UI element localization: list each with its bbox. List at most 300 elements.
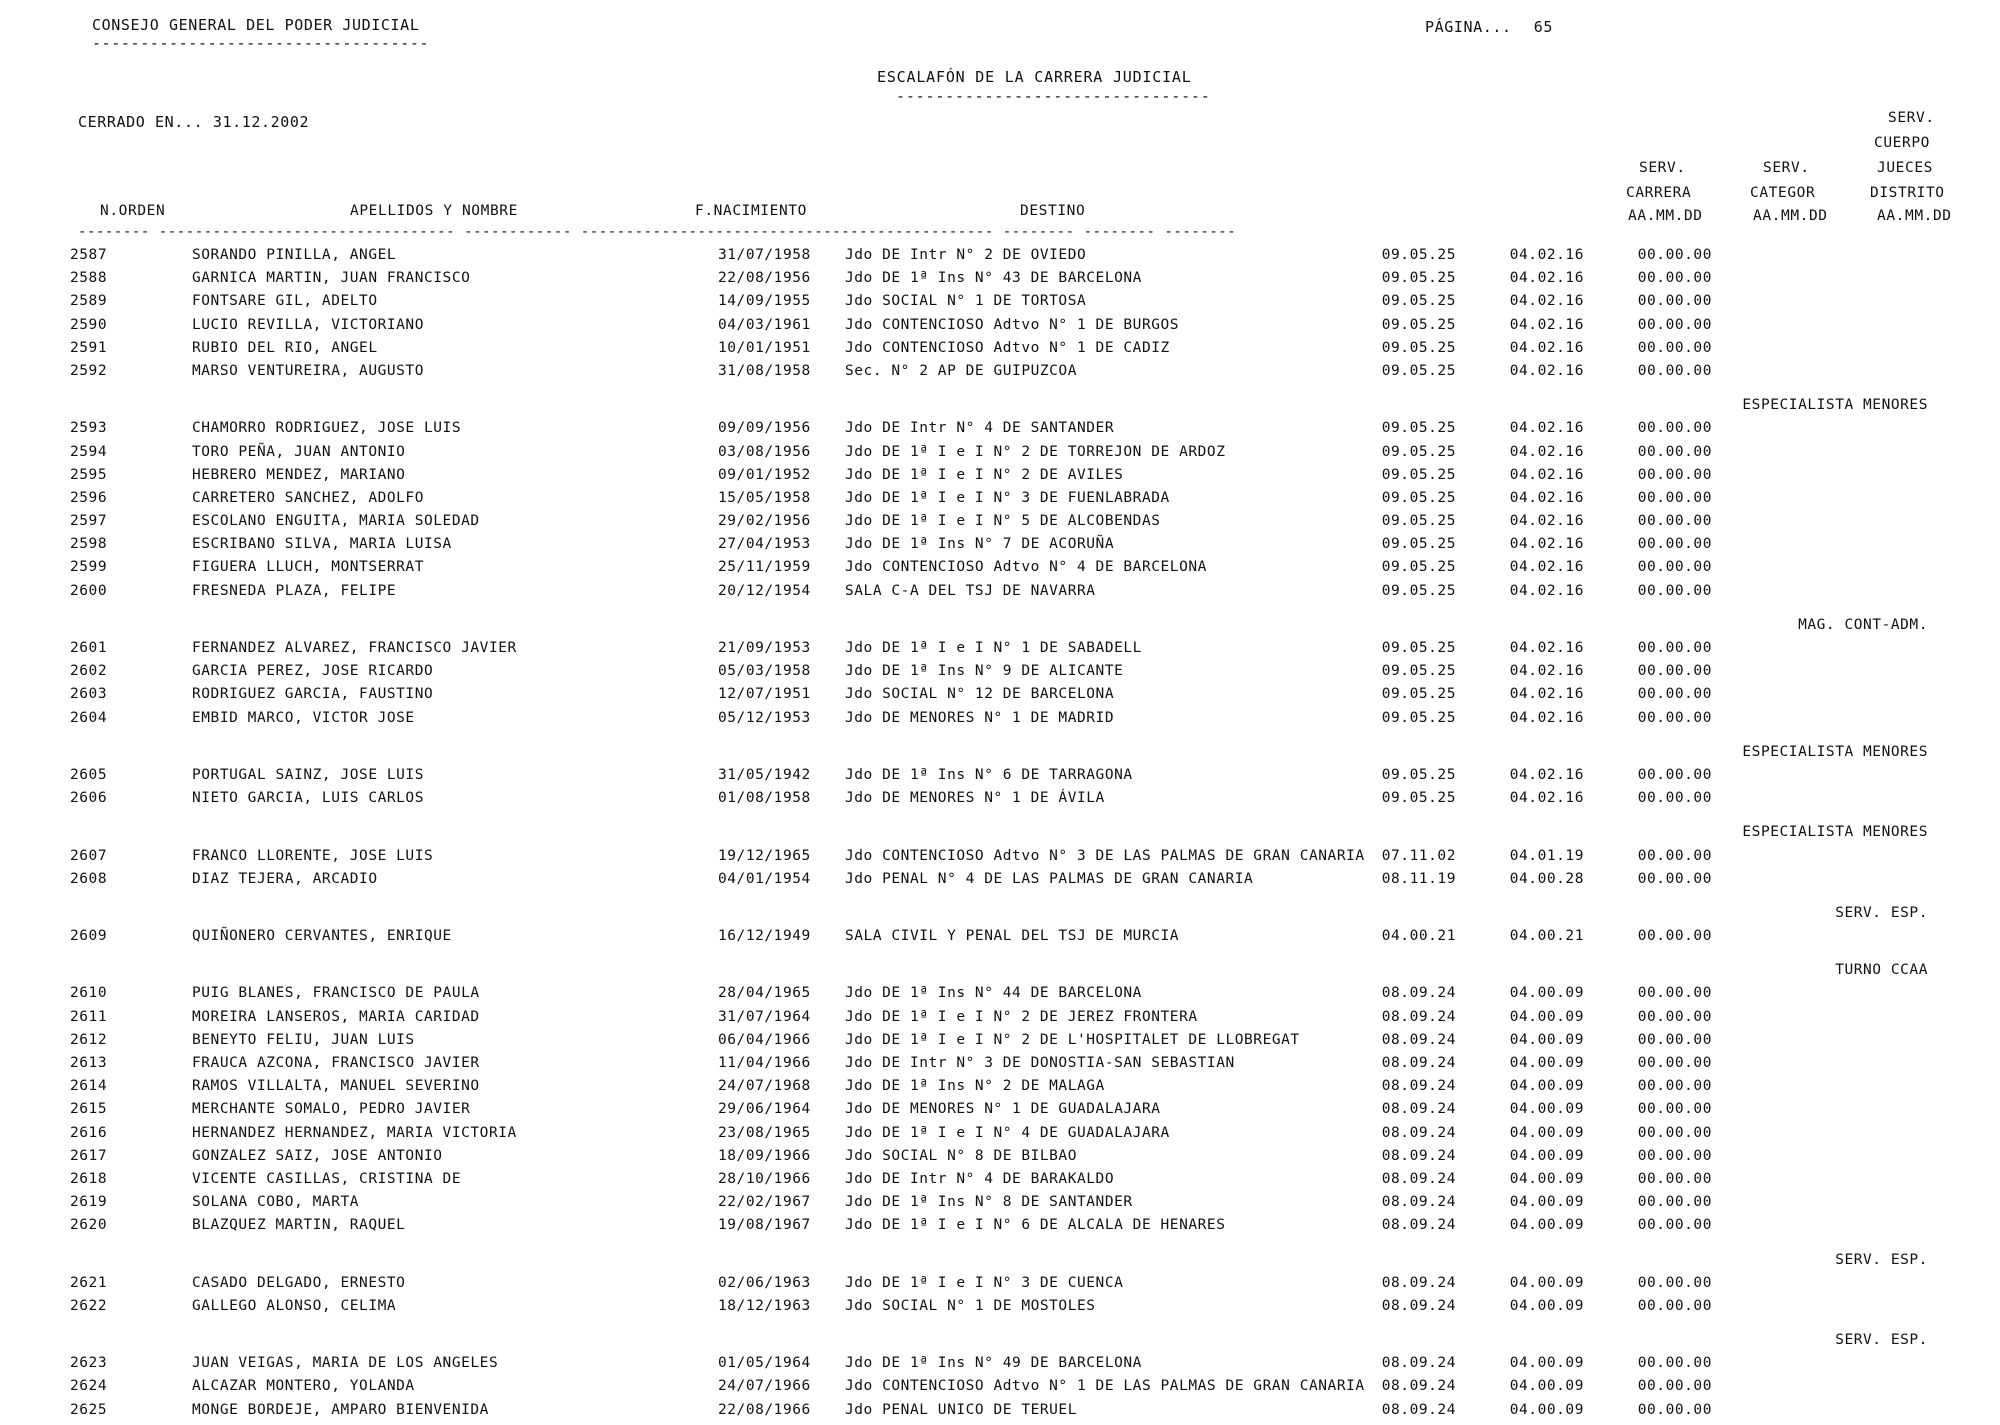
row-apellidos-nombre: FIGUERA LLUCH, MONTSERRAT	[192, 559, 424, 576]
table-row	[0, 1009, 2000, 1032]
table-row	[0, 928, 2000, 951]
group-note-label: TURNO CCAA	[1835, 962, 1928, 979]
row-destino: Jdo DE 1ª Ins N° 2 DE MALAGA	[845, 1078, 1105, 1095]
row-n-orden: 2595	[70, 466, 108, 483]
row-apellidos-nombre: HEBRERO MENDEZ, MARIANO	[192, 466, 406, 483]
row-n-orden: 2594	[70, 443, 108, 460]
group-note	[0, 617, 2000, 640]
row-serv-distrito: 00.00.00	[1637, 709, 1712, 726]
header-separator-rule: -------- --------------------------------- ------------ ---------------------------------------------- -------- -------- --------	[78, 224, 1237, 240]
row-f-nacimiento: 31/05/1942	[718, 766, 811, 783]
document-title-rule: --------------------------------	[896, 87, 1211, 105]
row-destino: Jdo DE 1ª I e I N° 2 DE TORREJON DE ARDOZ	[845, 443, 1226, 460]
row-f-nacimiento: 02/06/1963	[718, 1274, 811, 1291]
table-row	[0, 1148, 2000, 1171]
row-serv-distrito: 00.00.00	[1637, 1031, 1712, 1048]
row-serv-categor: 04.00.09	[1509, 1274, 1584, 1291]
row-serv-distrito: 00.00.00	[1637, 536, 1712, 553]
group-note-label: MAG. CONT-ADM.	[1798, 616, 1928, 633]
row-serv-categor: 04.02.16	[1509, 443, 1584, 460]
table-row	[0, 490, 2000, 513]
row-apellidos-nombre: GONZALEZ SAIZ, JOSE ANTONIO	[192, 1147, 443, 1164]
row-f-nacimiento: 23/08/1965	[718, 1124, 811, 1141]
row-f-nacimiento: 04/01/1954	[718, 870, 811, 887]
row-serv-categor: 04.01.19	[1509, 847, 1584, 864]
escalafon-table	[0, 247, 2000, 1425]
row-serv-distrito: 00.00.00	[1637, 686, 1712, 703]
row-serv-distrito: 00.00.00	[1637, 1055, 1712, 1071]
row-serv-categor: 04.00.09	[1509, 985, 1584, 1002]
table-row	[0, 710, 2000, 733]
page-label: PÁGINA...	[1425, 18, 1512, 36]
column-header-serv-2: SERV.	[1763, 160, 1810, 176]
row-serv-carrera: 09.05.25	[1381, 582, 1456, 599]
row-serv-categor: 04.02.16	[1509, 466, 1584, 483]
table-row	[0, 1055, 2000, 1078]
row-serv-distrito: 00.00.00	[1637, 870, 1712, 887]
row-n-orden: 2618	[70, 1170, 108, 1187]
row-apellidos-nombre: MONGE BORDEJE, AMPARO BIENVENIDA	[192, 1401, 489, 1418]
row-n-orden: 2612	[70, 1031, 108, 1048]
row-apellidos-nombre: BENEYTO FELIU, JUAN LUIS	[192, 1031, 415, 1048]
row-serv-carrera: 09.05.25	[1381, 709, 1456, 726]
group-note-label: ESPECIALISTA MENORES	[1742, 397, 1928, 414]
row-serv-distrito: 00.00.00	[1637, 790, 1712, 807]
row-serv-carrera: 09.05.25	[1381, 640, 1456, 656]
row-serv-categor: 04.02.16	[1509, 316, 1584, 333]
row-serv-carrera: 08.09.24	[1381, 1194, 1456, 1211]
row-f-nacimiento: 22/02/1967	[718, 1194, 811, 1211]
row-apellidos-nombre: FONTSARE GIL, ADELTO	[192, 293, 378, 310]
row-n-orden: 2599	[70, 559, 108, 576]
row-f-nacimiento: 19/08/1967	[718, 1217, 811, 1234]
column-header-categor-format: AA.MM.DD	[1753, 208, 1828, 224]
row-serv-categor: 04.00.09	[1509, 1124, 1584, 1141]
row-serv-carrera: 08.09.24	[1381, 1101, 1456, 1118]
row-serv-categor: 04.02.16	[1509, 582, 1584, 599]
row-serv-distrito: 00.00.00	[1637, 466, 1712, 483]
row-f-nacimiento: 04/03/1961	[718, 316, 811, 333]
row-n-orden: 2613	[70, 1055, 108, 1071]
row-apellidos-nombre: FRESNEDA PLAZA, FELIPE	[192, 582, 397, 599]
row-serv-categor: 04.00.09	[1509, 1401, 1584, 1418]
row-serv-categor: 04.02.16	[1509, 293, 1584, 310]
row-serv-carrera: 09.05.25	[1381, 270, 1456, 287]
row-serv-categor: 04.02.16	[1509, 420, 1584, 437]
row-serv-distrito: 00.00.00	[1637, 1078, 1712, 1095]
row-apellidos-nombre: RODRIGUEZ GARCIA, FAUSTINO	[192, 686, 434, 703]
row-apellidos-nombre: CASADO DELGADO, ERNESTO	[192, 1274, 406, 1291]
column-header-cuerpo: CUERPO	[1874, 135, 1930, 151]
row-apellidos-nombre: PORTUGAL SAINZ, JOSE LUIS	[192, 766, 424, 783]
row-destino: Jdo PENAL N° 4 DE LAS PALMAS DE GRAN CANARIA	[845, 870, 1254, 887]
row-apellidos-nombre: PUIG BLANES, FRANCISCO DE PAULA	[192, 985, 480, 1002]
row-serv-carrera: 09.05.25	[1381, 293, 1456, 310]
page-indicator	[1425, 18, 1553, 36]
row-apellidos-nombre: GALLEGO ALONSO, CELIMA	[192, 1297, 397, 1314]
row-serv-distrito: 00.00.00	[1637, 293, 1712, 310]
table-row	[0, 848, 2000, 871]
row-f-nacimiento: 03/08/1956	[718, 443, 811, 460]
row-serv-categor: 04.02.16	[1509, 270, 1584, 287]
row-f-nacimiento: 25/11/1959	[718, 559, 811, 576]
row-apellidos-nombre: JUAN VEIGAS, MARIA DE LOS ANGELES	[192, 1355, 499, 1372]
row-serv-categor: 04.00.09	[1509, 1355, 1584, 1372]
row-destino: Jdo DE 1ª Ins N° 6 DE TARRAGONA	[845, 766, 1133, 783]
row-n-orden: 2605	[70, 766, 108, 783]
row-apellidos-nombre: QUIÑONERO CERVANTES, ENRIQUE	[192, 928, 452, 945]
row-destino: Jdo DE 1ª Ins N° 8 DE SANTANDER	[845, 1194, 1133, 1211]
row-destino: Jdo DE 1ª Ins N° 43 DE BARCELONA	[845, 270, 1142, 287]
row-spacer	[0, 386, 2000, 397]
row-f-nacimiento: 31/08/1958	[718, 362, 811, 379]
table-row	[0, 1032, 2000, 1055]
row-destino: Jdo DE Intr N° 2 DE OVIEDO	[845, 247, 1087, 263]
group-note	[0, 397, 2000, 420]
closing-date: CERRADO EN... 31.12.2002	[78, 113, 310, 131]
row-serv-distrito: 00.00.00	[1637, 766, 1712, 783]
row-n-orden: 2601	[70, 640, 108, 656]
row-f-nacimiento: 29/02/1956	[718, 513, 811, 530]
row-destino: SALA CIVIL Y PENAL DEL TSJ DE MURCIA	[845, 928, 1180, 945]
row-f-nacimiento: 20/12/1954	[718, 582, 811, 599]
row-spacer	[0, 1321, 2000, 1332]
row-serv-categor: 04.00.09	[1509, 1055, 1584, 1071]
row-serv-carrera: 08.09.24	[1381, 1297, 1456, 1314]
row-f-nacimiento: 19/12/1965	[718, 847, 811, 864]
row-f-nacimiento: 29/06/1964	[718, 1101, 811, 1118]
table-row	[0, 363, 2000, 386]
row-spacer	[0, 951, 2000, 962]
row-apellidos-nombre: FRAUCA AZCONA, FRANCISCO JAVIER	[192, 1055, 480, 1071]
row-destino: Jdo DE 1ª I e I N° 5 DE ALCOBENDAS	[845, 513, 1161, 530]
table-row	[0, 536, 2000, 559]
row-f-nacimiento: 16/12/1949	[718, 928, 811, 945]
row-f-nacimiento: 18/09/1966	[718, 1147, 811, 1164]
row-serv-distrito: 00.00.00	[1637, 443, 1712, 460]
row-apellidos-nombre: MARSO VENTUREIRA, AUGUSTO	[192, 362, 424, 379]
row-serv-distrito: 00.00.00	[1637, 1401, 1712, 1418]
table-row	[0, 467, 2000, 490]
row-apellidos-nombre: EMBID MARCO, VICTOR JOSE	[192, 709, 415, 726]
row-serv-categor: 04.02.16	[1509, 362, 1584, 379]
row-apellidos-nombre: CARRETERO SANCHEZ, ADOLFO	[192, 489, 424, 506]
row-serv-distrito: 00.00.00	[1637, 1147, 1712, 1164]
row-serv-categor: 04.02.16	[1509, 339, 1584, 356]
group-note	[0, 744, 2000, 767]
table-row	[0, 1078, 2000, 1101]
row-destino: Jdo CONTENCIOSO Adtvo N° 1 DE CADIZ	[845, 339, 1170, 356]
row-serv-carrera: 08.09.24	[1381, 1401, 1456, 1418]
row-n-orden: 2591	[70, 339, 108, 356]
table-row	[0, 293, 2000, 316]
row-serv-categor: 04.02.16	[1509, 766, 1584, 783]
row-serv-carrera: 09.05.25	[1381, 443, 1456, 460]
row-serv-carrera: 04.00.21	[1381, 928, 1456, 945]
row-apellidos-nombre: SORANDO PINILLA, ANGEL	[192, 247, 397, 263]
row-serv-distrito: 00.00.00	[1637, 582, 1712, 599]
row-n-orden: 2603	[70, 686, 108, 703]
row-destino: Jdo DE 1ª I e I N° 2 DE AVILES	[845, 466, 1124, 483]
row-f-nacimiento: 15/05/1958	[718, 489, 811, 506]
group-note	[0, 1332, 2000, 1355]
row-apellidos-nombre: ALCAZAR MONTERO, YOLANDA	[192, 1378, 415, 1395]
row-f-nacimiento: 27/04/1953	[718, 536, 811, 553]
row-serv-categor: 04.02.16	[1509, 686, 1584, 703]
row-serv-categor: 04.02.16	[1509, 559, 1584, 576]
row-serv-distrito: 00.00.00	[1637, 1170, 1712, 1187]
row-n-orden: 2611	[70, 1008, 108, 1025]
row-n-orden: 2616	[70, 1124, 108, 1141]
row-apellidos-nombre: FRANCO LLORENTE, JOSE LUIS	[192, 847, 434, 864]
row-serv-categor: 04.02.16	[1509, 640, 1584, 656]
row-spacer	[0, 813, 2000, 824]
row-serv-distrito: 00.00.00	[1637, 663, 1712, 680]
row-serv-distrito: 00.00.00	[1637, 640, 1712, 656]
row-serv-distrito: 00.00.00	[1637, 513, 1712, 530]
row-serv-carrera: 08.09.24	[1381, 985, 1456, 1002]
row-serv-carrera: 08.11.19	[1381, 870, 1456, 887]
row-serv-carrera: 08.09.24	[1381, 1078, 1456, 1095]
row-spacer	[0, 606, 2000, 617]
row-serv-carrera: 08.09.24	[1381, 1217, 1456, 1234]
column-header-distrito-format: AA.MM.DD	[1877, 208, 1952, 224]
row-n-orden: 2624	[70, 1378, 108, 1395]
table-row	[0, 270, 2000, 293]
column-header-f-nacimiento: F.NACIMIENTO	[695, 203, 807, 219]
table-row	[0, 420, 2000, 443]
column-header-carrera-format: AA.MM.DD	[1628, 208, 1703, 224]
row-serv-carrera: 09.05.25	[1381, 686, 1456, 703]
row-apellidos-nombre: ESCRIBANO SILVA, MARIA LUISA	[192, 536, 452, 553]
row-serv-carrera: 08.09.24	[1381, 1055, 1456, 1071]
row-serv-carrera: 09.05.25	[1381, 339, 1456, 356]
column-header-apellidos-nombre: APELLIDOS Y NOMBRE	[350, 203, 518, 219]
row-serv-distrito: 00.00.00	[1637, 1297, 1712, 1314]
row-destino: Jdo DE 1ª I e I N° 4 DE GUADALAJARA	[845, 1124, 1170, 1141]
group-note-label: ESPECIALISTA MENORES	[1742, 743, 1928, 760]
row-n-orden: 2607	[70, 847, 108, 864]
row-f-nacimiento: 28/04/1965	[718, 985, 811, 1002]
table-row	[0, 663, 2000, 686]
row-n-orden: 2614	[70, 1078, 108, 1095]
group-note-label: SERV. ESP.	[1835, 1251, 1928, 1268]
row-destino: Jdo DE 1ª Ins N° 44 DE BARCELONA	[845, 985, 1142, 1002]
row-destino: Jdo DE 1ª Ins N° 49 DE BARCELONA	[845, 1355, 1142, 1372]
row-serv-carrera: 08.09.24	[1381, 1008, 1456, 1025]
row-f-nacimiento: 01/08/1958	[718, 790, 811, 807]
row-destino: Jdo SOCIAL N° 1 DE TORTOSA	[845, 293, 1087, 310]
row-serv-categor: 04.02.16	[1509, 489, 1584, 506]
row-n-orden: 2617	[70, 1147, 108, 1164]
row-serv-carrera: 09.05.25	[1381, 362, 1456, 379]
table-row	[0, 317, 2000, 340]
row-apellidos-nombre: CHAMORRO RODRIGUEZ, JOSE LUIS	[192, 420, 462, 437]
row-apellidos-nombre: GARCIA PEREZ, JOSE RICARDO	[192, 663, 434, 680]
row-n-orden: 2587	[70, 247, 108, 263]
row-f-nacimiento: 09/09/1956	[718, 420, 811, 437]
row-destino: Jdo DE MENORES N° 1 DE ÁVILA	[845, 790, 1105, 807]
row-apellidos-nombre: RAMOS VILLALTA, MANUEL SEVERINO	[192, 1078, 480, 1095]
row-n-orden: 2606	[70, 790, 108, 807]
table-row	[0, 985, 2000, 1008]
column-header-categor: CATEGOR	[1750, 185, 1816, 201]
row-apellidos-nombre: FERNANDEZ ALVAREZ, FRANCISCO JAVIER	[192, 640, 517, 656]
row-n-orden: 2589	[70, 293, 108, 310]
organization-rule: -----------------------------------	[92, 34, 430, 52]
page-number: 65	[1533, 18, 1553, 36]
row-n-orden: 2610	[70, 985, 108, 1002]
row-serv-distrito: 00.00.00	[1637, 1355, 1712, 1372]
column-header-distrito: DISTRITO	[1870, 185, 1945, 201]
row-serv-categor: 04.02.16	[1509, 790, 1584, 807]
row-n-orden: 2588	[70, 270, 108, 287]
table-row	[0, 444, 2000, 467]
row-n-orden: 2597	[70, 513, 108, 530]
table-row	[0, 247, 2000, 270]
row-serv-categor: 04.02.16	[1509, 536, 1584, 553]
row-serv-categor: 04.02.16	[1509, 709, 1584, 726]
table-row	[0, 1101, 2000, 1124]
row-apellidos-nombre: MOREIRA LANSEROS, MARIA CARIDAD	[192, 1008, 480, 1025]
table-row	[0, 640, 2000, 663]
row-spacer	[0, 733, 2000, 744]
row-serv-distrito: 00.00.00	[1637, 270, 1712, 287]
row-destino: Jdo DE Intr N° 4 DE BARAKALDO	[845, 1170, 1115, 1187]
row-destino: Jdo CONTENCIOSO Adtvo N° 3 DE LAS PALMAS DE GRAN CANARIA	[845, 847, 1365, 864]
column-header-destino: DESTINO	[1020, 203, 1086, 219]
row-serv-categor: 04.02.16	[1509, 663, 1584, 680]
row-serv-carrera: 08.09.24	[1381, 1147, 1456, 1164]
row-apellidos-nombre: HERNANDEZ HERNANDEZ, MARIA VICTORIA	[192, 1124, 517, 1141]
row-serv-distrito: 00.00.00	[1637, 316, 1712, 333]
row-destino: Jdo DE 1ª Ins N° 7 DE ACORUÑA	[845, 536, 1115, 553]
row-destino: Jdo CONTENCIOSO Adtvo N° 1 DE BURGOS	[845, 316, 1180, 333]
row-destino: Jdo DE 1ª I e I N° 2 DE L'HOSPITALET DE LLOBREGAT	[845, 1031, 1300, 1048]
table-row	[0, 1298, 2000, 1321]
row-n-orden: 2619	[70, 1194, 108, 1211]
table-row	[0, 790, 2000, 813]
row-serv-carrera: 08.09.24	[1381, 1031, 1456, 1048]
row-serv-categor: 04.00.09	[1509, 1101, 1584, 1118]
table-row	[0, 1275, 2000, 1298]
organization-name: CONSEJO GENERAL DEL PODER JUDICIAL	[92, 16, 420, 34]
row-apellidos-nombre: BLAZQUEZ MARTIN, RAQUEL	[192, 1217, 406, 1234]
row-serv-distrito: 00.00.00	[1637, 928, 1712, 945]
row-apellidos-nombre: TORO PEÑA, JUAN ANTONIO	[192, 443, 406, 460]
row-n-orden: 2621	[70, 1274, 108, 1291]
row-serv-distrito: 00.00.00	[1637, 339, 1712, 356]
group-note	[0, 824, 2000, 847]
row-destino: Jdo DE Intr N° 4 DE SANTANDER	[845, 420, 1115, 437]
row-serv-distrito: 00.00.00	[1637, 1274, 1712, 1291]
row-serv-categor: 04.02.16	[1509, 513, 1584, 530]
row-f-nacimiento: 12/07/1951	[718, 686, 811, 703]
row-serv-carrera: 09.05.25	[1381, 466, 1456, 483]
row-apellidos-nombre: DIAZ TEJERA, ARCADIO	[192, 870, 378, 887]
row-destino: Jdo DE 1ª I e I N° 3 DE CUENCA	[845, 1274, 1124, 1291]
row-destino: Jdo SOCIAL N° 8 DE BILBAO	[845, 1147, 1077, 1164]
row-serv-carrera: 09.05.25	[1381, 513, 1456, 530]
row-apellidos-nombre: VICENTE CASILLAS, CRISTINA DE	[192, 1170, 462, 1187]
row-serv-categor: 04.00.09	[1509, 1031, 1584, 1048]
row-destino: Jdo CONTENCIOSO Adtvo N° 4 DE BARCELONA	[845, 559, 1207, 576]
row-apellidos-nombre: SOLANA COBO, MARTA	[192, 1194, 360, 1211]
row-f-nacimiento: 05/12/1953	[718, 709, 811, 726]
row-f-nacimiento: 28/10/1966	[718, 1170, 811, 1187]
row-f-nacimiento: 11/04/1966	[718, 1055, 811, 1071]
row-serv-distrito: 00.00.00	[1637, 847, 1712, 864]
row-f-nacimiento: 14/09/1955	[718, 293, 811, 310]
group-note-label: ESPECIALISTA MENORES	[1742, 824, 1928, 841]
table-row	[0, 767, 2000, 790]
row-serv-carrera: 08.09.24	[1381, 1170, 1456, 1187]
row-serv-distrito: 00.00.00	[1637, 1378, 1712, 1395]
row-f-nacimiento: 01/05/1964	[718, 1355, 811, 1372]
row-serv-carrera: 07.11.02	[1381, 847, 1456, 864]
row-serv-categor: 04.00.09	[1509, 1170, 1584, 1187]
row-apellidos-nombre: NIETO GARCIA, LUIS CARLOS	[192, 790, 424, 807]
row-destino: Jdo CONTENCIOSO Adtvo N° 1 DE LAS PALMAS DE GRAN CANARIA	[845, 1378, 1365, 1395]
row-serv-carrera: 08.09.24	[1381, 1378, 1456, 1395]
row-serv-distrito: 00.00.00	[1637, 1194, 1712, 1211]
row-n-orden: 2615	[70, 1101, 108, 1118]
table-row	[0, 1125, 2000, 1148]
row-n-orden: 2592	[70, 362, 108, 379]
column-header-serv-1: SERV.	[1639, 160, 1686, 176]
row-f-nacimiento: 31/07/1964	[718, 1008, 811, 1025]
row-f-nacimiento: 22/08/1966	[718, 1401, 811, 1418]
row-destino: Jdo DE MENORES N° 1 DE GUADALAJARA	[845, 1101, 1161, 1118]
table-row	[0, 1217, 2000, 1240]
group-note	[0, 962, 2000, 985]
row-apellidos-nombre: ESCOLANO ENGUITA, MARIA SOLEDAD	[192, 513, 480, 530]
group-note	[0, 1252, 2000, 1275]
document-title: ESCALAFÓN DE LA CARRERA JUDICIAL	[877, 68, 1192, 86]
table-row	[0, 340, 2000, 363]
table-row	[0, 513, 2000, 536]
row-n-orden: 2620	[70, 1217, 108, 1234]
row-serv-distrito: 00.00.00	[1637, 362, 1712, 379]
row-n-orden: 2604	[70, 709, 108, 726]
row-serv-distrito: 00.00.00	[1637, 1217, 1712, 1234]
row-f-nacimiento: 10/01/1951	[718, 339, 811, 356]
group-note-label: SERV. ESP.	[1835, 1332, 1928, 1349]
row-serv-distrito: 00.00.00	[1637, 985, 1712, 1002]
row-serv-distrito: 00.00.00	[1637, 559, 1712, 576]
table-row	[0, 686, 2000, 709]
row-serv-categor: 04.02.16	[1509, 247, 1584, 263]
row-f-nacimiento: 24/07/1966	[718, 1378, 811, 1395]
row-n-orden: 2623	[70, 1355, 108, 1372]
row-serv-categor: 04.00.21	[1509, 928, 1584, 945]
row-destino: SALA C-A DEL TSJ DE NAVARRA	[845, 582, 1096, 599]
row-serv-categor: 04.00.09	[1509, 1217, 1584, 1234]
table-row	[0, 559, 2000, 582]
row-serv-distrito: 00.00.00	[1637, 1101, 1712, 1118]
row-destino: Jdo DE MENORES N° 1 DE MADRID	[845, 709, 1115, 726]
group-note-label: SERV. ESP.	[1835, 904, 1928, 921]
row-serv-carrera: 08.09.24	[1381, 1274, 1456, 1291]
row-serv-carrera: 09.05.25	[1381, 489, 1456, 506]
row-destino: Jdo DE 1ª I e I N° 3 DE FUENLABRADA	[845, 489, 1170, 506]
table-row	[0, 1378, 2000, 1401]
row-f-nacimiento: 31/07/1958	[718, 247, 811, 263]
row-spacer	[0, 1241, 2000, 1252]
row-serv-carrera: 09.05.25	[1381, 663, 1456, 680]
row-f-nacimiento: 21/09/1953	[718, 640, 811, 656]
row-serv-distrito: 00.00.00	[1637, 1008, 1712, 1025]
